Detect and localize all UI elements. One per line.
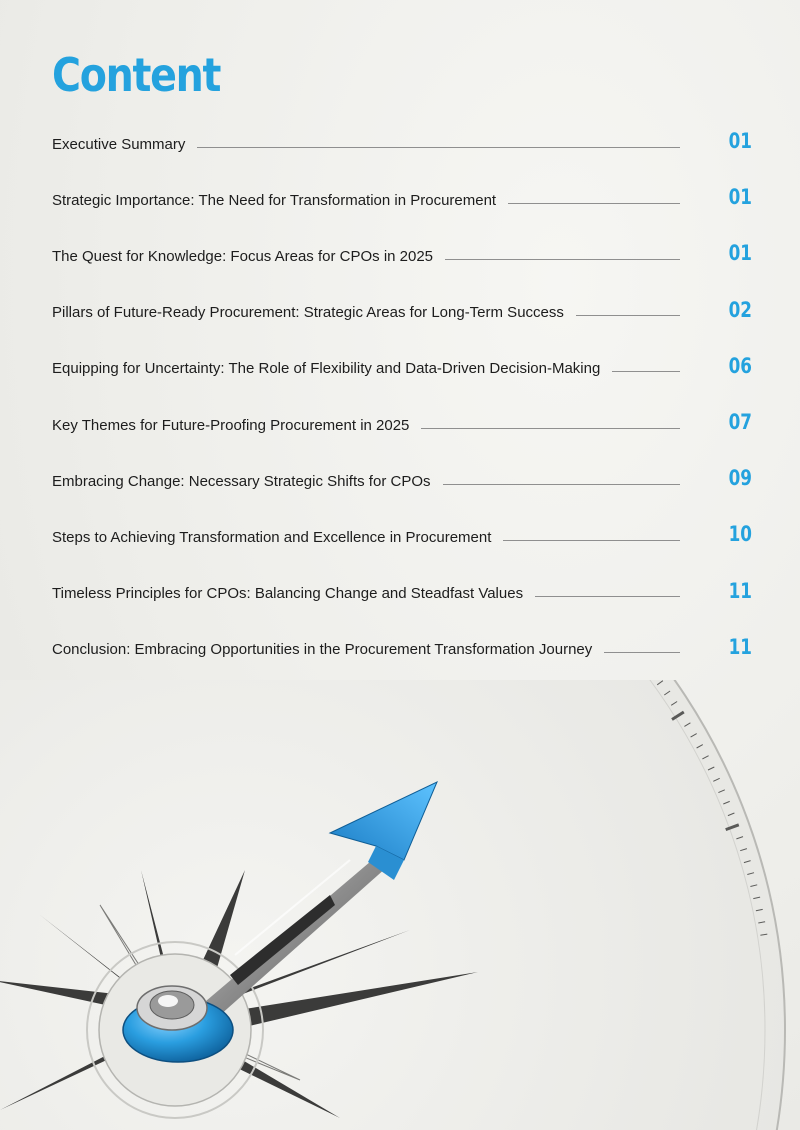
table-of-contents (52, 116, 752, 678)
toc-entry[interactable] (52, 566, 752, 622)
toc-entry[interactable] (52, 228, 752, 284)
toc-page-number: 07 (728, 410, 752, 435)
toc-entry[interactable] (52, 116, 752, 172)
toc-entry-label: Steps to Achieving Transformation and Excellence in Procurement (52, 528, 492, 546)
toc-entry-label: Embracing Change: Necessary Strategic Shifts for CPOs (52, 472, 431, 490)
toc-entry[interactable] (52, 285, 752, 341)
toc-entry-label: Timeless Principles for CPOs: Balancing Change and Steadfast Values (52, 585, 524, 603)
toc-entry-label: The Quest for Knowledge: Focus Areas for CPOs in 2025 (52, 247, 434, 265)
toc-entry-label: Pillars of Future-Ready Procurement: Strategic Areas for Long-Term Success (52, 304, 564, 322)
toc-leader-line (197, 147, 680, 148)
toc-entry-label: Key Themes for Future-Proofing Procurement in 2025 (52, 416, 410, 434)
toc-leader-line (445, 259, 680, 260)
toc-entry-label: Conclusion: Embracing Opportunities in the Procurement Transformation Journey (52, 641, 593, 659)
toc-entry[interactable] (52, 453, 752, 509)
toc-page-number: 01 (728, 129, 752, 154)
toc-leader-line (443, 484, 681, 485)
toc-page-number: 11 (728, 578, 752, 603)
toc-page-number: 01 (728, 241, 752, 266)
toc-entry[interactable] (52, 397, 752, 453)
toc-entry[interactable] (52, 172, 752, 228)
compass-icon (0, 680, 800, 1130)
toc-page-number: 06 (728, 353, 752, 378)
toc-page-number: 01 (728, 185, 752, 210)
toc-entry[interactable] (52, 341, 752, 397)
toc-page-number: 02 (728, 297, 752, 322)
toc-entry-label: Equipping for Uncertainty: The Role of Flexibility and Data-Driven Decision-Making (52, 360, 601, 378)
toc-entry-label: Executive Summary (52, 135, 186, 153)
toc-page-number: 10 (728, 522, 752, 547)
toc-entry[interactable] (52, 509, 752, 565)
toc-leader-line (421, 428, 680, 429)
toc-entry[interactable] (52, 622, 752, 678)
toc-leader-line (576, 315, 680, 316)
toc-leader-line (535, 596, 680, 597)
toc-leader-line (612, 371, 680, 372)
toc-entry-label: Strategic Importance: The Need for Transformation in Procurement (52, 191, 497, 209)
toc-leader-line (604, 652, 680, 653)
page-title: Content (52, 48, 221, 102)
toc-leader-line (503, 540, 680, 541)
toc-leader-line (508, 203, 680, 204)
toc-page-number: 11 (728, 634, 752, 659)
toc-page-number: 09 (728, 466, 752, 491)
